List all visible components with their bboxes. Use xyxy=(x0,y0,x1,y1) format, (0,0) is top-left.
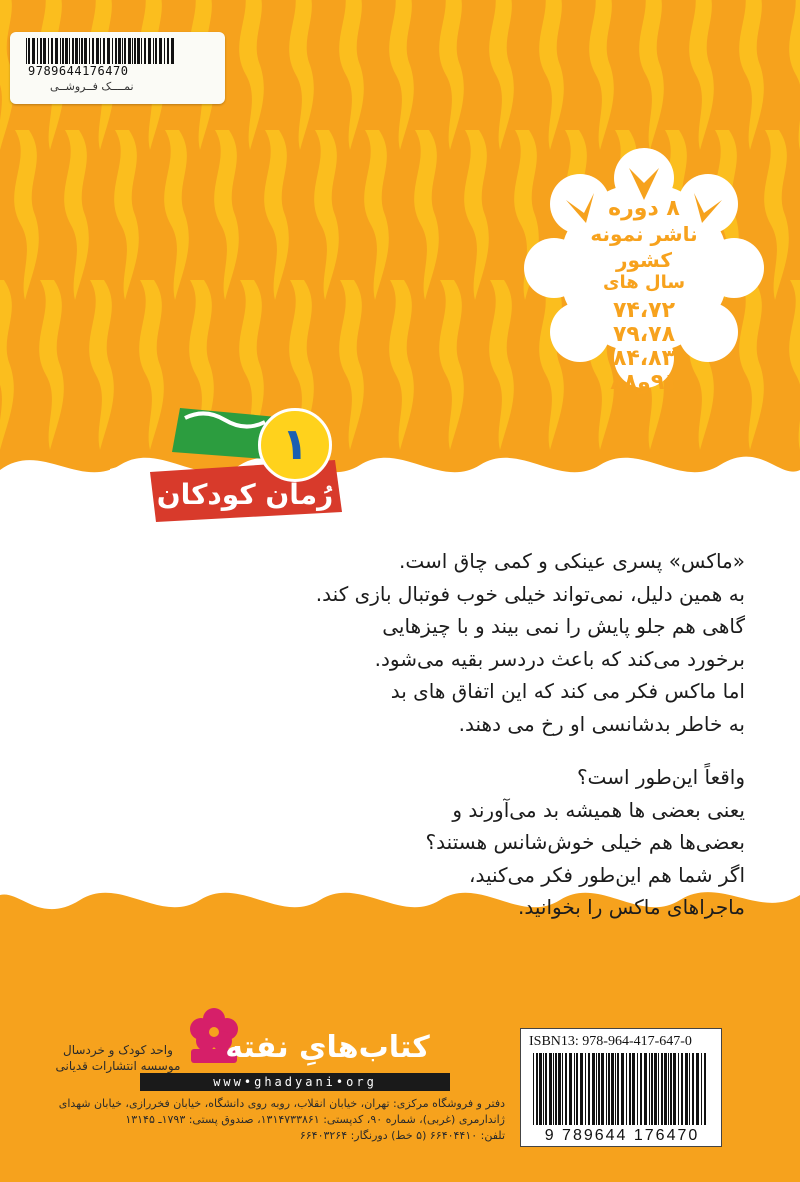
barcode-bar xyxy=(569,1053,572,1125)
barcode-bar xyxy=(549,1053,552,1125)
barcode-bar xyxy=(670,1053,672,1125)
barcode-bar xyxy=(632,1053,635,1125)
barcode-bar xyxy=(536,1053,538,1125)
award-line-5: ۷۴،۷۲ xyxy=(612,298,676,323)
address-line-1: دفتر و فروشگاه مرکزی: تهران، خیابان انقلاب، روبه روی دانشگاه، خیابان فخررازی، خیابان شهدای xyxy=(58,1097,505,1110)
barcode-bar xyxy=(637,1053,638,1125)
barcode-bar xyxy=(84,38,87,64)
address-line-2: ژاندارمری (غربی)، شماره ۹۰، کدپستی: ۱۳۱۴۷۳۳۸۶۱، صندوق پستی: ۱۷۹۳ـ ۱۳۱۴۵ xyxy=(125,1113,505,1126)
barcode-bar xyxy=(132,38,133,64)
barcode-bar xyxy=(79,38,80,64)
barcode-bar xyxy=(626,1053,627,1125)
series-title: رُمان کودکان xyxy=(156,478,334,511)
barcode-bar xyxy=(562,1053,563,1125)
barcode-bar xyxy=(592,1053,595,1125)
barcode-bar xyxy=(65,38,68,64)
paragraph-gap xyxy=(80,740,745,761)
barcode-bar xyxy=(664,1053,667,1125)
price-barcode-sticker xyxy=(10,32,225,104)
blurb-line: گاهی هم جلو پایش را نمی بیند و با چیزهایی xyxy=(382,614,745,638)
publisher-name: کتاب‌هایِ نفته xyxy=(225,1030,430,1065)
barcode-bar xyxy=(533,1053,534,1125)
barcode-bar xyxy=(81,38,83,64)
barcode-bar xyxy=(574,1053,575,1125)
barcode-bar xyxy=(555,1053,557,1125)
barcode-bar xyxy=(668,1053,669,1125)
blurb-line: «ماکس» پسری عینکی و کمی چاق است. xyxy=(399,549,745,573)
barcode-bar xyxy=(615,1053,616,1125)
barcode-bar xyxy=(122,38,123,64)
barcode-bar xyxy=(144,38,146,64)
barcode-bar xyxy=(701,1053,702,1125)
barcode-bar xyxy=(558,1053,561,1125)
barcode-bar xyxy=(43,38,46,64)
barcode-bar xyxy=(661,1053,663,1125)
blurb-line: به همین دلیل، نمی‌تواند خیلی خوب فوتبال بازی کند. xyxy=(315,581,745,606)
award-line-3: کشور xyxy=(615,248,673,272)
barcode-bar xyxy=(60,38,61,64)
barcode-bar xyxy=(704,1053,706,1125)
blurb-line: یعنی بعضی ها همیشه بد می‌آورند و xyxy=(452,797,745,822)
isbn-barcode-box xyxy=(520,1028,722,1147)
barcode-bar xyxy=(100,38,101,64)
barcode-bar xyxy=(654,1053,657,1125)
barcode-bar xyxy=(553,1053,554,1125)
barcode-bar xyxy=(75,38,78,64)
barcode-bar xyxy=(89,38,90,64)
publisher-website: www•ghadyani•org xyxy=(140,1073,450,1091)
barcode-bar xyxy=(171,38,174,64)
barcode-bar xyxy=(692,1053,694,1125)
barcode-bar xyxy=(539,1053,542,1125)
barcode-bar xyxy=(644,1053,647,1125)
barcode-bar xyxy=(580,1053,583,1125)
barcode-bar xyxy=(629,1053,631,1125)
barcode-bar xyxy=(48,38,49,64)
barcode-bar xyxy=(134,38,136,64)
barcode-bar xyxy=(96,38,99,64)
barcode-bar xyxy=(651,1053,653,1125)
award-line-4: سال های xyxy=(602,272,686,293)
sticker-barcode xyxy=(26,38,176,64)
barcode-bar xyxy=(576,1053,578,1125)
series-volume-number: ۱ xyxy=(258,408,332,482)
barcode-bar xyxy=(545,1053,547,1125)
barcode-bar xyxy=(543,1053,544,1125)
barcode-bar xyxy=(685,1053,688,1125)
award-line-2: ناشر نمونه xyxy=(590,222,698,246)
barcode-bar xyxy=(167,38,169,64)
publisher-address xyxy=(20,1096,505,1144)
barcode-bar xyxy=(124,38,126,64)
barcode-bar xyxy=(673,1053,676,1125)
barcode-bar xyxy=(128,38,131,64)
barcode-bar xyxy=(621,1053,624,1125)
publisher-unit-line-2: موسسه انتشارات قدیانی xyxy=(55,1059,181,1073)
barcode-bar xyxy=(153,38,154,64)
barcode-bar xyxy=(678,1053,679,1125)
barcode-bar xyxy=(640,1053,642,1125)
address-line-3: تلفن: ۶۶۴۰۴۴۱۰ (۵ خط) دورنگار: ۶۶۴۰۳۲۶۴ xyxy=(299,1129,505,1142)
barcode-bar xyxy=(159,38,162,64)
blurb-line: اگر شما هم این‌طور فکر می‌کنید، xyxy=(469,862,745,887)
barcode-bar xyxy=(40,38,42,64)
barcode-bar xyxy=(608,1053,610,1125)
barcode-bar xyxy=(141,38,142,64)
barcode-bar xyxy=(164,38,165,64)
barcode-bar xyxy=(585,1053,586,1125)
barcode-bar xyxy=(112,38,113,64)
blurb-line: بعضی‌ها هم خیلی خوش‌شانس هستند؟ xyxy=(425,830,745,854)
sticker-shop-name: نمــــک فــروشــی xyxy=(50,80,134,93)
publisher-unit-line-1: واحد کودک و خردسال xyxy=(63,1043,173,1057)
award-line-1: ۸ دوره xyxy=(608,196,680,221)
barcode-bar xyxy=(681,1053,683,1125)
barcode-bar xyxy=(32,38,35,64)
isbn-digits: 9 789644 176470 xyxy=(544,1127,700,1144)
barcode-bar xyxy=(92,38,94,64)
barcode-bar xyxy=(137,38,140,64)
barcode-bar xyxy=(103,38,105,64)
blurb-text xyxy=(80,545,745,924)
barcode-bar xyxy=(37,38,38,64)
publisher-unit xyxy=(48,1042,188,1074)
blurb-line: واقعاً این‌طور است؟ xyxy=(576,765,745,789)
blurb-line: برخورد می‌کند که باعث دردسر بقیه می‌شود. xyxy=(374,646,745,671)
barcode-bar xyxy=(107,38,110,64)
blurb-line: اما ماکس فکر می کند که این اتفاق های بد xyxy=(390,679,745,703)
barcode-bar xyxy=(689,1053,690,1125)
barcode-bar xyxy=(55,38,58,64)
barcode-bar xyxy=(596,1053,597,1125)
barcode-bar xyxy=(72,38,74,64)
barcode-bar xyxy=(69,38,70,64)
award-line-6: ۷۹،۷۸ xyxy=(612,322,676,347)
isbn-barcode xyxy=(533,1053,709,1129)
barcode-bar xyxy=(658,1053,659,1125)
barcode-bar xyxy=(118,38,121,64)
blurb-line: ماجراهای ماکس را بخوانید. xyxy=(518,895,745,919)
barcode-bar xyxy=(28,38,30,64)
barcode-bar xyxy=(565,1053,567,1125)
barcode-bar xyxy=(611,1053,614,1125)
award-badge xyxy=(524,138,764,395)
barcode-bar xyxy=(617,1053,619,1125)
barcode-bar xyxy=(601,1053,604,1125)
barcode-bar xyxy=(51,38,53,64)
sticker-isbn-number: 9789644176470 xyxy=(28,64,129,78)
barcode-bar xyxy=(148,38,151,64)
barcode-bar xyxy=(62,38,64,64)
barcode-bar xyxy=(606,1053,607,1125)
award-line-7: ۸۴،۸۳ xyxy=(612,346,676,371)
barcode-bar xyxy=(598,1053,600,1125)
barcode-bar xyxy=(649,1053,650,1125)
barcode-bar xyxy=(696,1053,699,1125)
blurb-line: به خاطر بدشانسی او رخ می دهند. xyxy=(458,711,745,736)
barcode-bar xyxy=(588,1053,590,1125)
barcode-bar xyxy=(115,38,117,64)
barcode-bar xyxy=(26,38,27,64)
award-line-8: ۹۱و۸۸ xyxy=(610,370,678,395)
isbn-label: ISBN13: 978-964-417-647-0 xyxy=(529,1034,692,1049)
barcode-bar xyxy=(155,38,157,64)
